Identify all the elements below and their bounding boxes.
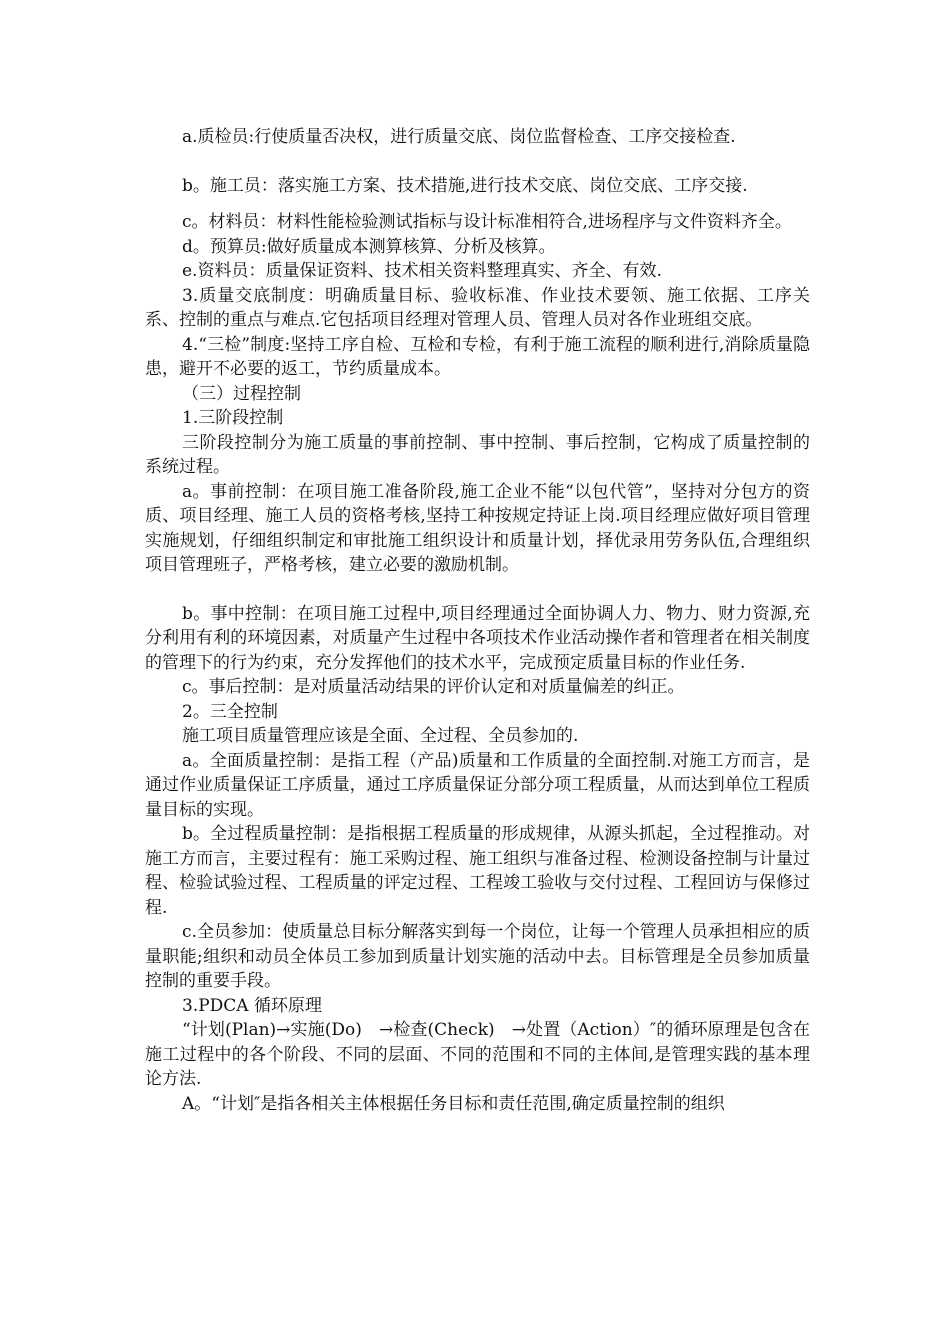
subsection-heading: 2。三全控制 <box>182 701 278 722</box>
paragraph: 三阶段控制分为施工质量的事前控制、事中控制、事后控制，它构成了质量控制的系统过程。 <box>145 432 810 477</box>
paragraph: b。事中控制：在项目施工过程中,项目经理通过全面协调人力、物力、财力资源,充分利用有利的环境因素，对质量产生过程中各项技术作业活动操作者和管理者在相关制度的管理下的行为约束，充分发挥他们的技术水平，完成预定质量目标的作业任务. <box>145 603 810 673</box>
paragraph: d。预算员:做好质量成本测算核算、分析及核算。 <box>182 236 556 257</box>
section-heading: （三）过程控制 <box>182 383 301 404</box>
paragraph: 施工项目质量管理应该是全面、全过程、全员参加的. <box>182 726 579 746</box>
paragraph: c。事后控制：是对质量活动结果的评价认定和对质量偏差的纠正。 <box>182 677 685 697</box>
subsection-heading: 3.PDCA 循环原理 <box>182 995 322 1016</box>
paragraph: “计划(Plan)→实施(Do) →检查(Check) →处置（Action）″的循环原理是包含在施工过程中的各个阶段、不同的层面、不同的范围和不同的主体间,是管理实践的基本理论方法. <box>145 1020 810 1089</box>
paragraph: a。全面质量控制：是指工程（产品)质量和工作质量的全面控制.对施工方而言，是通过作业质量保证工序质量，通过工序质量保证分部分项工程质量，从而达到单位工程质量目标的实现。 <box>145 750 810 820</box>
paragraph: a.质检员:行使质量否决权，进行质量交底、岗位监督检查、工序交接检查. <box>182 127 736 147</box>
paragraph: 3.质量交底制度：明确质量目标、验收标准、作业技术要领、施工依据、工序关系、控制的重点与难点.它包括项目经理对管理人员、管理人员对各作业班组交底。 <box>145 285 810 330</box>
subsection-heading: 1.三阶段控制 <box>182 408 284 428</box>
blank-line <box>145 578 810 602</box>
document-body <box>145 125 810 1116</box>
blank-line <box>145 198 810 210</box>
paragraph: 4.“三检”制度:坚持工序自检、互检和专检，有利于施工流程的顺利进行,消除质量隐患，避开不必要的返工，节约质量成本。 <box>145 334 810 379</box>
paragraph: e.资料员：质量保证资料、技术相关资料整理真实、齐全、有效. <box>182 261 662 281</box>
paragraph: A。“计划″是指各相关主体根据任务目标和责任范围,确定质量控制的组织 <box>182 1093 725 1114</box>
blank-line <box>145 150 810 174</box>
paragraph: c。材料员：材料性能检验测试指标与设计标准相符合,进场程序与文件资料齐全。 <box>182 212 792 232</box>
paragraph: a。事前控制：在项目施工准备阶段,施工企业不能“以包代管”，坚持对分包方的资质、项目经理、施工人员的资格考核,坚持工种按规定持证上岗.项目经理应做好项目管理实施规划，仔细组织制定和审批施工组织设计和质量计划，择优录用劳务队伍,合理组织项目管理班子，严格考核，建立必要的激励机制。 <box>145 481 810 575</box>
paragraph: c.全员参加：使质量总目标分解落实到每一个岗位，让每一个管理人员承担相应的质量职能;组织和动员全体员工参加到质量计划实施的活动中去。目标管理是全员参加质量控制的重要手段。 <box>145 922 810 991</box>
paragraph: b。全过程质量控制：是指根据工程质量的形成规律，从源头抓起，全过程推动。对施工方而言，主要过程有：施工采购过程、施工组织与准备过程、检测设备控制与计量过程、检验试验过程、工程质量的评定过程、工程竣工验收与交付过程、工程回访与保修过程. <box>145 824 810 918</box>
paragraph: b。施工员：落实施工方案、技术措施,进行技术交底、岗位交底、工序交接. <box>182 175 748 196</box>
